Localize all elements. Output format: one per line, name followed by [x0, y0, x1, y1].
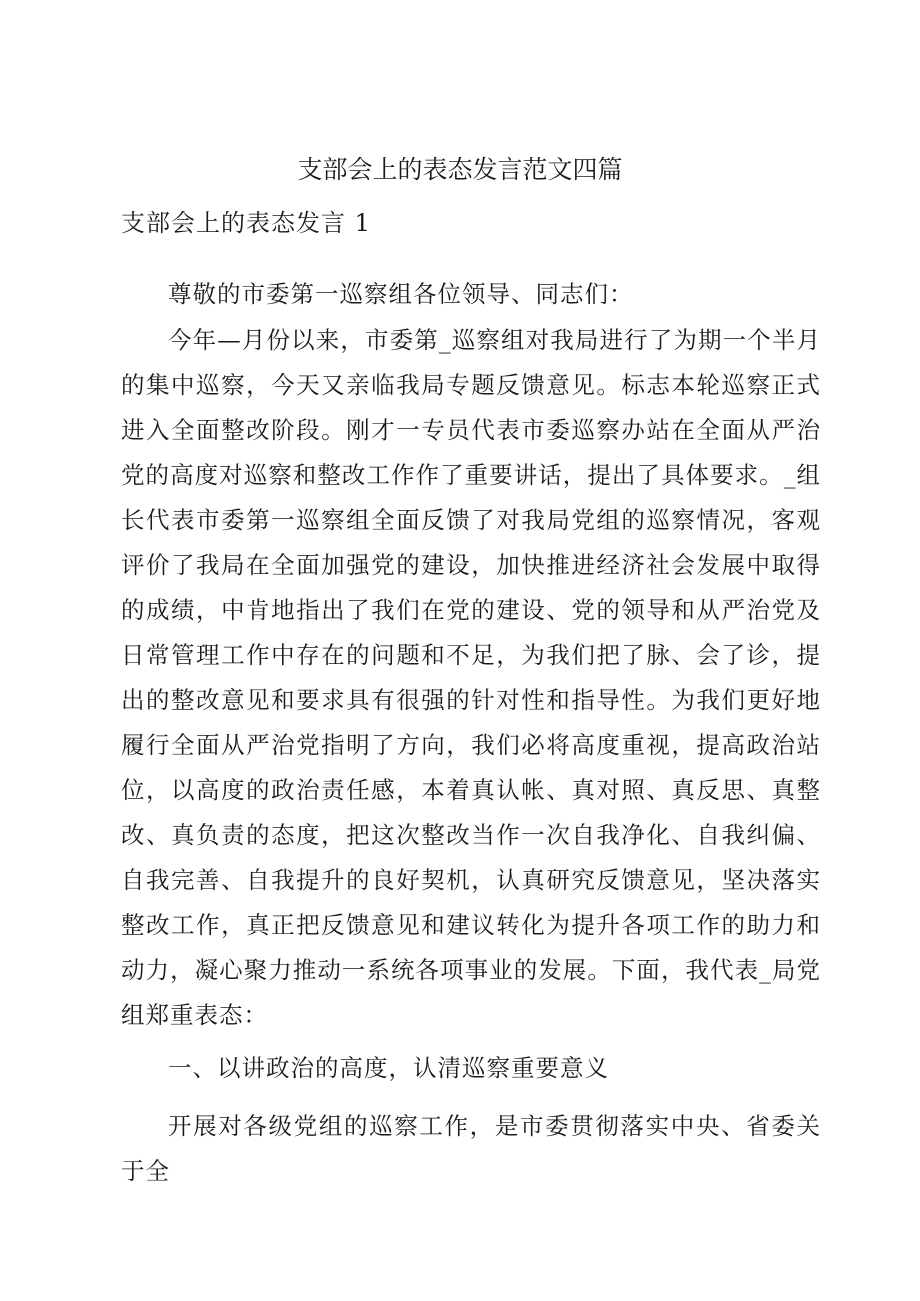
salutation: 尊敬的市委第一巡察组各位领导、同志们：: [168, 280, 634, 308]
section-heading: 支部会上的表态发言 1: [121, 209, 371, 237]
document-title: 支部会上的表态发言范文四篇: [297, 155, 623, 184]
subheading: 一、以讲政治的高度，认清巡察重要意义: [168, 1054, 609, 1082]
body-paragraph-continued: 开展对各级党组的巡察工作，是市委贯彻落实中央、省委关于全: [121, 1112, 821, 1185]
body-paragraph: 今年—月份以来，市委第_巡察组对我局进行了为期一个半月的集中巡察，今天又亲临我局专题反馈意见。标志本轮巡察正式进入全面整改阶段。刚才一专员代表市委巡察办站在全面从严治党的高度对巡察和整改工作作了重要讲话，提出了具体要求。_组长代表市委第一巡察组全面反馈了对我局党组的巡察情况，客观评价了我局在全面加强党的建设，加快推进经济社会发展中取得的成绩，中肯地指出了我们在党的建设、党的领导和从严治党及日常管理工作中存在的问题和不足，为我们把了脉、会了诊，提出的整改意见和要求具有很强的针对性和指导性。为我们更好地履行全面从严治党指明了方向，我们必将高度重视，提高政治站位，以高度的政治责任感，本着真认帐、真对照、真反思、真整改、真负责的态度，把这次整改当作一次自我净化、自我纠偏、自我完善、自我提升的良好契机，认真研究反馈意见，坚决落实整改工作，真正把反馈意见和建议转化为提升各项工作的助力和动力，凝心聚力推动一系统各项事业的发展。下面，我代表_局党组郑重表态：: [121, 326, 821, 1029]
